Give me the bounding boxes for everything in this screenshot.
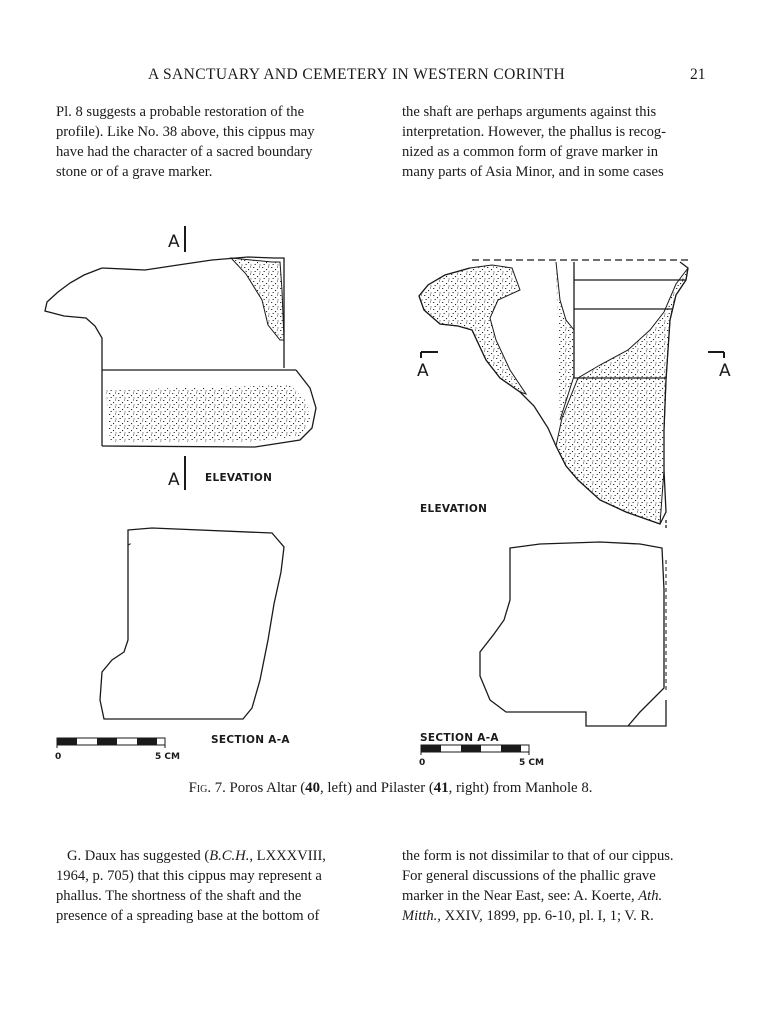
text-line: For general discussions of the phallic grave (402, 868, 656, 884)
bottom-right-column (402, 846, 711, 926)
scale-bar-right (421, 745, 529, 755)
text-line: stone or of a grave marker. (56, 164, 213, 180)
section-mark-a-left: A (417, 361, 429, 381)
scale-end: 5 CM (519, 758, 544, 768)
text-line: nized as a common form of grave marker in (402, 144, 659, 160)
text-line: G. Daux has suggested (B.C.H., LXXXVIII, (66, 848, 326, 864)
text-line: many parts of Asia Minor, and in some cases (402, 164, 664, 180)
caption-number: 41 (433, 780, 449, 796)
caption-text: , right) from Manhole 8. (448, 780, 593, 796)
text-line: profile). Like No. 38 above, this cippus may (56, 124, 315, 140)
section-mark-a-right: A (719, 361, 731, 381)
text-line: 1964, p. 705) that this cippus may represent a (56, 868, 322, 884)
section-label: SECTION A-A (211, 734, 290, 746)
pilaster-elevation (419, 260, 724, 528)
text-line: the form is not dissimilar to that of our cippus. (402, 848, 674, 864)
section-mark-a: A (168, 470, 180, 490)
bottom-left-column (56, 846, 367, 926)
text-line: presence of a spreading base at the bottom of (56, 908, 320, 924)
section-label: SECTION A-A (420, 732, 499, 744)
elevation-label: ELEVATION (205, 472, 273, 484)
scale-start: 0 (55, 752, 62, 762)
caption-fig-label: Fig. 7. (188, 780, 226, 796)
text-line: marker in the Near East, see: A. Koerte, Ath. (402, 888, 663, 904)
altar-elevation (45, 226, 316, 490)
figure-caption (0, 780, 781, 797)
scale-end: 5 CM (155, 752, 180, 762)
text-line: the shaft are perhaps arguments against this (402, 104, 657, 120)
caption-number: 40 (305, 780, 320, 796)
text-line: interpretation. However, the phallus is recog- (402, 124, 667, 140)
text-line: Pl. 8 suggests a probable restoration of the (56, 104, 305, 120)
elevation-label: ELEVATION (420, 503, 488, 515)
scale-start: 0 (419, 758, 426, 768)
page-number: 21 (690, 66, 706, 83)
caption-text: , left) and Pilaster ( (319, 780, 434, 796)
pilaster-section (480, 542, 666, 726)
scale-bar-left (57, 738, 165, 748)
section-mark-a: A (168, 232, 180, 252)
caption-text: Poros Altar ( (225, 780, 306, 796)
altar-section (100, 528, 284, 719)
text-line: Mitth., XXIV, 1899, pp. 6-10, pl. I, 1; V. R. (402, 908, 654, 924)
text-line: phallus. The shortness of the shaft and the (56, 888, 302, 904)
text-line: have had the character of a sacred boundary (56, 144, 313, 160)
running-title: A SANCTUARY AND CEMETERY IN WESTERN CORINTH (148, 66, 566, 83)
